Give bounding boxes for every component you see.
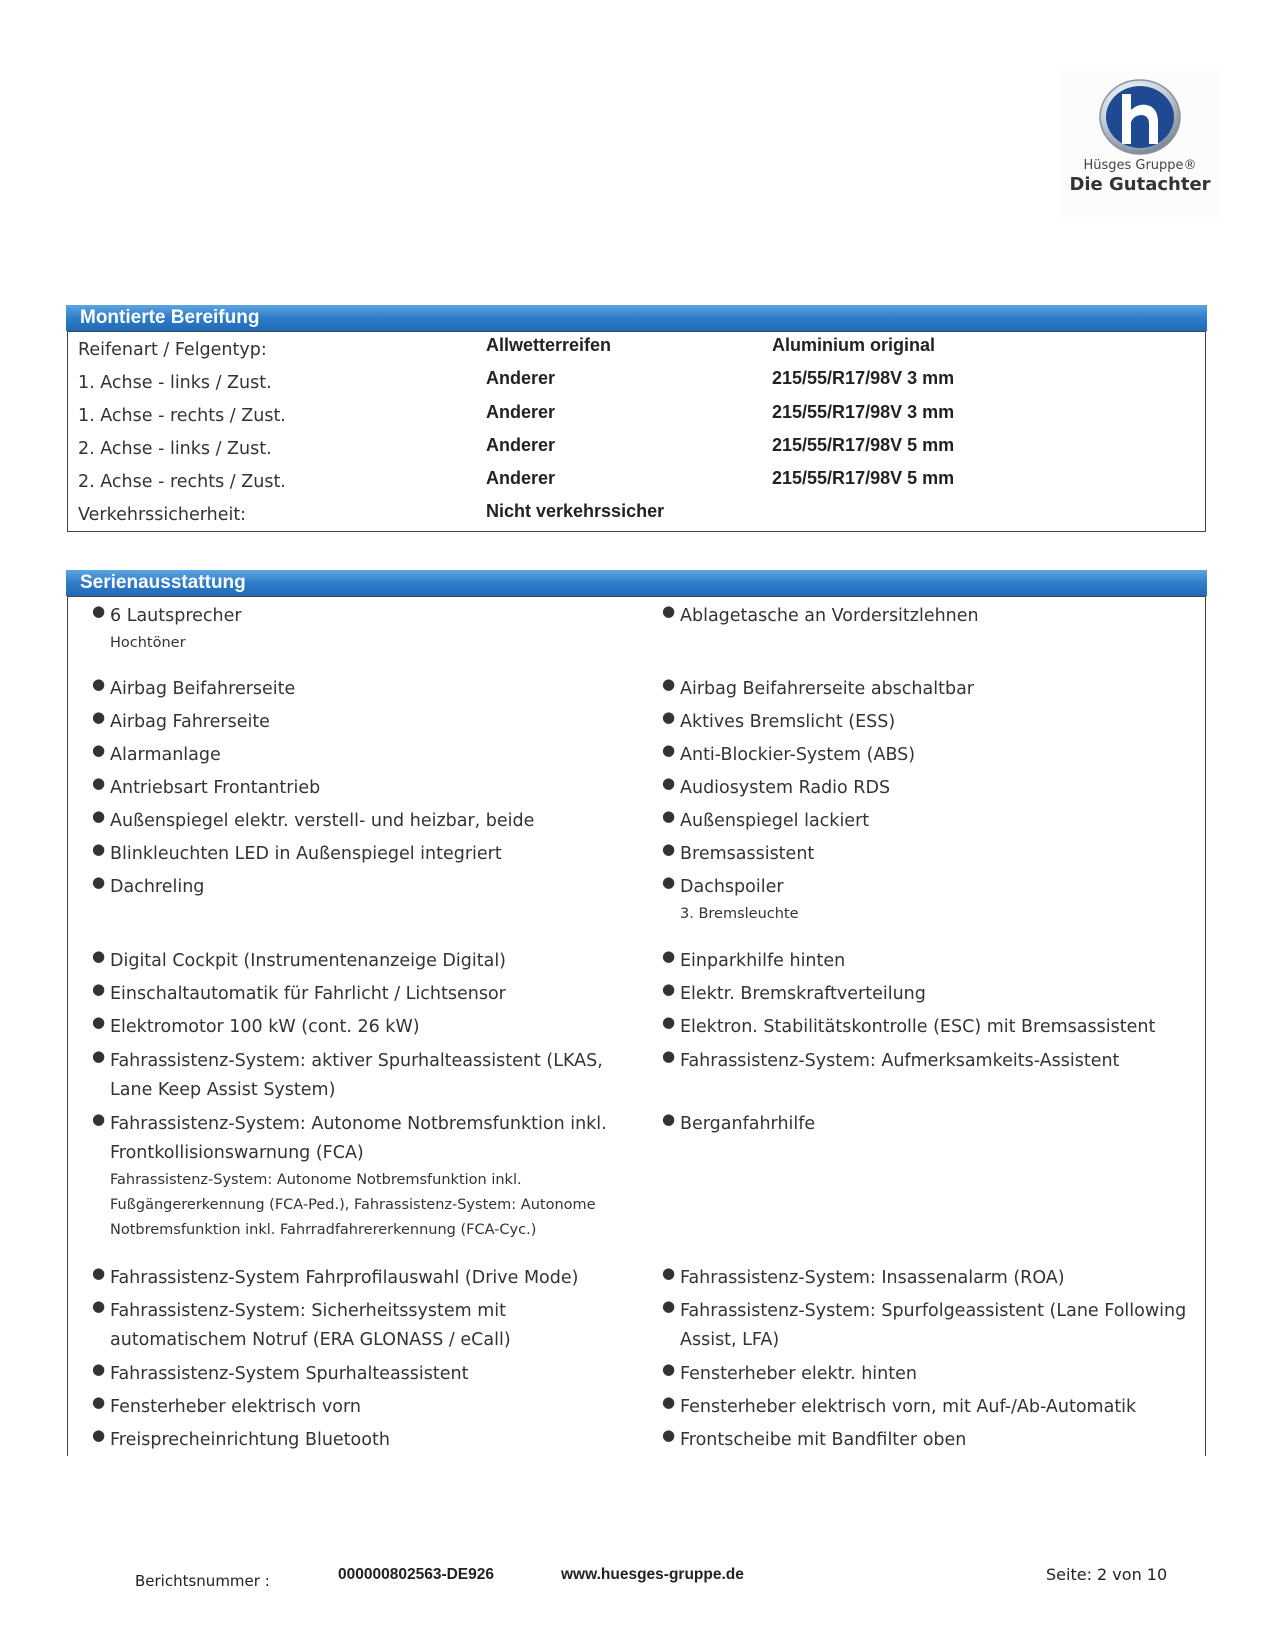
- list-item: [92, 1360, 620, 1389]
- bullet-icon: ●: [662, 602, 676, 620]
- bullet-icon: ●: [662, 708, 676, 726]
- footer-page-number: Seite: 2 von 10: [1046, 1565, 1168, 1584]
- list-item: [662, 947, 1190, 976]
- list-item-text: Alarmanlage: [110, 745, 221, 765]
- list-item-text: Fensterheber elektrisch vorn: [110, 1397, 361, 1417]
- bullet-icon: ●: [662, 774, 676, 792]
- bullet-icon: ●: [92, 675, 106, 693]
- list-item: [92, 1264, 620, 1293]
- company-logo: [1060, 70, 1220, 218]
- bullet-icon: ●: [92, 1110, 106, 1128]
- tyre-row-rim: Aluminium original: [772, 335, 936, 355]
- list-item-text: Antriebsart Frontantrieb: [110, 778, 321, 798]
- list-item-note: 3. Bremsleuchte: [680, 906, 799, 922]
- list-item-text: Einschaltautomatik für Fahrlicht / Lichtsensor: [110, 984, 506, 1004]
- list-item-text: Dachspoiler: [680, 877, 784, 897]
- bullet-icon: ●: [92, 774, 106, 792]
- tyre-row-type: Anderer: [486, 368, 556, 388]
- bullet-icon: ●: [92, 1047, 106, 1065]
- list-item: [662, 1047, 1190, 1076]
- list-item-text: Airbag Beifahrerseite: [110, 679, 296, 699]
- bullet-icon: ●: [662, 1297, 676, 1315]
- bullet-icon: ●: [92, 1426, 106, 1444]
- tyre-row-label: 1. Achse - links / Zust.: [78, 373, 272, 393]
- bullet-icon: ●: [662, 1393, 676, 1411]
- list-item: [92, 741, 620, 770]
- list-item-text: Audiosystem Radio RDS: [680, 778, 891, 798]
- bullet-icon: ●: [92, 1264, 106, 1282]
- list-item: [92, 1393, 620, 1422]
- bullet-icon: ●: [662, 1426, 676, 1444]
- tyres-section-header: Montierte Bereifung: [66, 305, 1207, 331]
- list-item-text: Freisprecheinrichtung Bluetooth: [110, 1430, 390, 1450]
- logo-group-name: Hüsges Gruppe®: [1083, 158, 1197, 173]
- tyre-row-type: Anderer: [486, 468, 556, 488]
- bullet-icon: ●: [662, 947, 676, 965]
- bullet-icon: ●: [662, 1013, 676, 1031]
- list-item-text: Außenspiegel lackiert: [680, 811, 870, 831]
- list-item: [662, 1360, 1190, 1389]
- series-section-box: [67, 596, 1206, 1456]
- bullet-icon: ●: [662, 873, 676, 891]
- list-item: [662, 1110, 1190, 1139]
- list-item: [92, 1426, 620, 1455]
- tyre-row-safety: Nicht verkehrssicher: [486, 501, 665, 521]
- footer-report-label: Berichtsnummer :: [135, 1572, 270, 1590]
- tyres-section-box: [67, 331, 1206, 532]
- bullet-icon: ●: [92, 1013, 106, 1031]
- tyre-row-size: 215/55/R17/98V 3 mm: [772, 368, 955, 388]
- footer-website-link[interactable]: www.huesges-gruppe.de: [561, 1566, 744, 1583]
- list-item: [92, 1013, 620, 1042]
- list-item: [662, 708, 1190, 737]
- list-item: [662, 602, 1190, 631]
- logo-tagline: Die Gutachter: [1069, 174, 1211, 195]
- bullet-icon: ●: [92, 708, 106, 726]
- list-item-text: Außenspiegel elektr. verstell- und heizbar, beide: [110, 811, 535, 831]
- list-item-text: Anti-Blockier-System (ABS): [680, 745, 916, 765]
- list-item: [92, 708, 620, 737]
- list-item: [92, 840, 620, 869]
- list-item-text: Frontscheibe mit Bandfilter oben: [680, 1430, 967, 1450]
- list-item: [92, 1110, 620, 1243]
- logo-emblem-icon: [1098, 78, 1182, 156]
- list-item-text: Airbag Fahrerseite: [110, 712, 270, 732]
- tyre-row-label: 2. Achse - rechts / Zust.: [78, 472, 286, 492]
- bullet-icon: ●: [662, 1360, 676, 1378]
- tyre-row-type: Anderer: [486, 402, 556, 422]
- bullet-icon: ●: [92, 602, 106, 620]
- list-item-text: Fahrassistenz-System: Sicherheitssystem mit automatischem Notruf (ERA GLONASS / eCall): [110, 1301, 511, 1350]
- tyre-row-size: 215/55/R17/98V 5 mm: [772, 435, 955, 455]
- tyre-row-label: Verkehrssicherheit:: [78, 505, 247, 525]
- list-item-text: Ablagetasche an Vordersitzlehnen: [680, 606, 979, 626]
- tyre-row-type: Allwetterreifen: [486, 335, 612, 355]
- bullet-icon: ●: [662, 807, 676, 825]
- list-item: [662, 1264, 1190, 1293]
- list-item: [92, 1047, 620, 1105]
- list-item-text: Dachreling: [110, 877, 205, 897]
- bullet-icon: ●: [92, 840, 106, 858]
- bullet-icon: ●: [92, 947, 106, 965]
- list-item-text: Airbag Beifahrerseite abschaltbar: [680, 679, 974, 699]
- list-item: [662, 675, 1190, 704]
- bullet-icon: ●: [662, 1264, 676, 1282]
- list-item-text: Fahrassistenz-System: Autonome Notbremsfunktion inkl. Frontkollisionswarnung (FCA): [110, 1114, 607, 1163]
- list-item-text: Blinkleuchten LED in Außenspiegel integriert: [110, 844, 502, 864]
- list-item: [92, 947, 620, 976]
- list-item-text: Fahrassistenz-System: Insassenalarm (ROA): [680, 1268, 1065, 1288]
- list-item: [662, 980, 1190, 1009]
- bullet-icon: ●: [662, 980, 676, 998]
- list-item-text: Fahrassistenz-System: Aufmerksamkeits-Assistent: [680, 1051, 1120, 1071]
- series-section-header: Serienausstattung: [66, 570, 1207, 596]
- list-item: [92, 675, 620, 704]
- list-item: [662, 807, 1190, 836]
- list-item-note: Hochtöner: [110, 635, 186, 651]
- bullet-icon: ●: [92, 980, 106, 998]
- list-item: [662, 1013, 1190, 1042]
- list-item: [92, 807, 620, 836]
- list-item-note: Fahrassistenz-System: Autonome Notbremsfunktion inkl. Fußgängererkennung (FCA-Ped.), Fahrassistenz-System: Autonome Notbremsfunktion inkl. Fahrradfahrererkennung (FCA-Cyc.): [110, 1172, 596, 1238]
- footer-report-number: 000000802563-DE926: [338, 1566, 494, 1583]
- list-item-text: Fahrassistenz-System: Spurfolgeassistent (Lane Following Assist, LFA): [680, 1301, 1187, 1350]
- bullet-icon: ●: [92, 1393, 106, 1411]
- list-item-text: Fahrassistenz-System Fahrprofilauswahl (Drive Mode): [110, 1268, 579, 1288]
- bullet-icon: ●: [662, 675, 676, 693]
- list-item: [662, 1426, 1190, 1455]
- list-item: [662, 741, 1190, 770]
- tyre-row-size: 215/55/R17/98V 5 mm: [772, 468, 955, 488]
- list-item-text: Digital Cockpit (Instrumentenanzeige Digital): [110, 951, 507, 971]
- list-item-text: Bremsassistent: [680, 844, 815, 864]
- tyre-row-label: 2. Achse - links / Zust.: [78, 439, 272, 459]
- list-item: [92, 602, 620, 656]
- list-item: [662, 1297, 1190, 1355]
- list-item-text: Fensterheber elektr. hinten: [680, 1364, 917, 1384]
- list-item: [662, 1393, 1190, 1422]
- list-item-text: 6 Lautsprecher: [110, 606, 242, 626]
- bullet-icon: ●: [662, 1047, 676, 1065]
- list-item-text: Berganfahrhilfe: [680, 1114, 816, 1134]
- bullet-icon: ●: [92, 1360, 106, 1378]
- list-item-text: Elektromotor 100 kW (cont. 26 kW): [110, 1017, 420, 1037]
- tyre-row-label: Reifenart / Felgentyp:: [78, 340, 267, 360]
- bullet-icon: ●: [662, 840, 676, 858]
- list-item-text: Fensterheber elektrisch vorn, mit Auf-/Ab-Automatik: [680, 1397, 1137, 1417]
- list-item-text: Elektr. Bremskraftverteilung: [680, 984, 926, 1004]
- tyre-row-label: 1. Achse - rechts / Zust.: [78, 406, 286, 426]
- list-item: [662, 840, 1190, 869]
- list-item-text: Elektron. Stabilitätskontrolle (ESC) mit Bremsassistent: [680, 1017, 1156, 1037]
- list-item-text: Aktives Bremslicht (ESS): [680, 712, 896, 732]
- list-item: [662, 873, 1190, 927]
- tyre-row-type: Anderer: [486, 435, 556, 455]
- list-item: [662, 774, 1190, 803]
- tyre-row-size: 215/55/R17/98V 3 mm: [772, 402, 955, 422]
- bullet-icon: ●: [92, 741, 106, 759]
- bullet-icon: ●: [662, 1110, 676, 1128]
- list-item: [92, 873, 620, 902]
- bullet-icon: ●: [662, 741, 676, 759]
- bullet-icon: ●: [92, 1297, 106, 1315]
- list-item-text: Einparkhilfe hinten: [680, 951, 846, 971]
- list-item-text: Fahrassistenz-System: aktiver Spurhalteassistent (LKAS, Lane Keep Assist System): [110, 1051, 603, 1100]
- list-item: [92, 774, 620, 803]
- list-item-text: Fahrassistenz-System Spurhalteassistent: [110, 1364, 469, 1384]
- list-item: [92, 980, 620, 1009]
- bullet-icon: ●: [92, 873, 106, 891]
- bullet-icon: ●: [92, 807, 106, 825]
- list-item: [92, 1297, 620, 1355]
